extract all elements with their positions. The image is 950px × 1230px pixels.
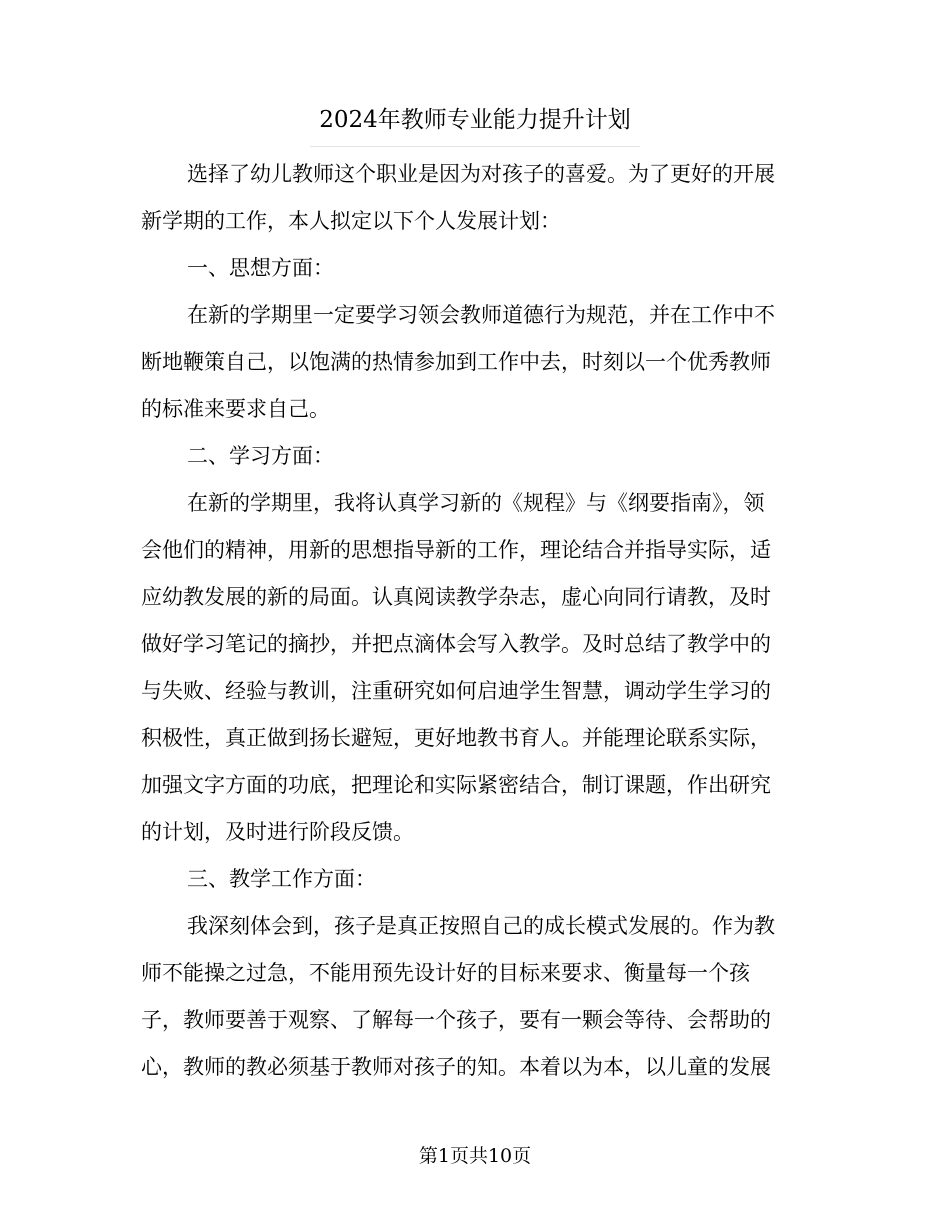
document-body	[141, 151, 811, 1091]
text-line: 会他们的精神，用新的思想指导新的工作，理论结合并指导实际，适	[141, 538, 771, 562]
text-line: 的计划，及时进行阶段反馈。	[141, 820, 414, 844]
text-line: 断地鞭策自己，以饱满的热情参加到工作中去，时刻以一个优秀教师	[141, 350, 771, 374]
page-number-footer: 第1页共10页	[418, 1145, 532, 1167]
text-line: 与失败、经验与教训，注重研究如何启迪学生智慧，调动学生学习的	[141, 679, 771, 703]
section-heading: 三、教学工作方面：	[187, 867, 376, 891]
text-line: 选择了幼儿教师这个职业是因为对孩子的喜爱。为了更好的开展	[187, 162, 775, 186]
text-line: 积极性，真正做到扬长避短，更好地教书育人。并能理论联系实际，	[141, 726, 771, 750]
section-heading: 二、学习方面：	[187, 444, 334, 468]
text-line: 我深刻体会到，孩子是真正按照自己的成长模式发展的。作为教	[187, 914, 775, 938]
document-title: 2024年教师专业能力提升计划	[319, 107, 631, 133]
title-underline	[310, 146, 640, 147]
text-line: 加强文字方面的功底，把理论和实际紧密结合，制订课题，作出研究	[141, 773, 771, 797]
text-line: 子，教师要善于观察、了解每一个孩子，要有一颗会等待、会帮助的	[141, 1008, 771, 1032]
text-line: 师不能操之过急，不能用预先设计好的目标来要求、衡量每一个孩	[141, 961, 750, 985]
section-heading: 一、思想方面：	[187, 256, 334, 280]
text-line: 的标准来要求自己。	[141, 397, 330, 421]
text-line: 新学期的工作，本人拟定以下个人发展计划：	[141, 209, 561, 233]
text-line: 做好学习笔记的摘抄，并把点滴体会写入教学。及时总结了教学中的	[141, 632, 771, 656]
text-line: 应幼教发展的新的局面。认真阅读教学杂志，虚心向同行请教，及时	[141, 585, 771, 609]
text-line: 心，教师的教必须基于教师对孩子的知。本着以为本，以儿童的发展	[141, 1055, 771, 1079]
text-line: 在新的学期里一定要学习领会教师道德行为规范，并在工作中不	[187, 303, 775, 327]
text-line: 在新的学期里，我将认真学习新的《规程》与《纲要指南》，领	[187, 491, 765, 515]
